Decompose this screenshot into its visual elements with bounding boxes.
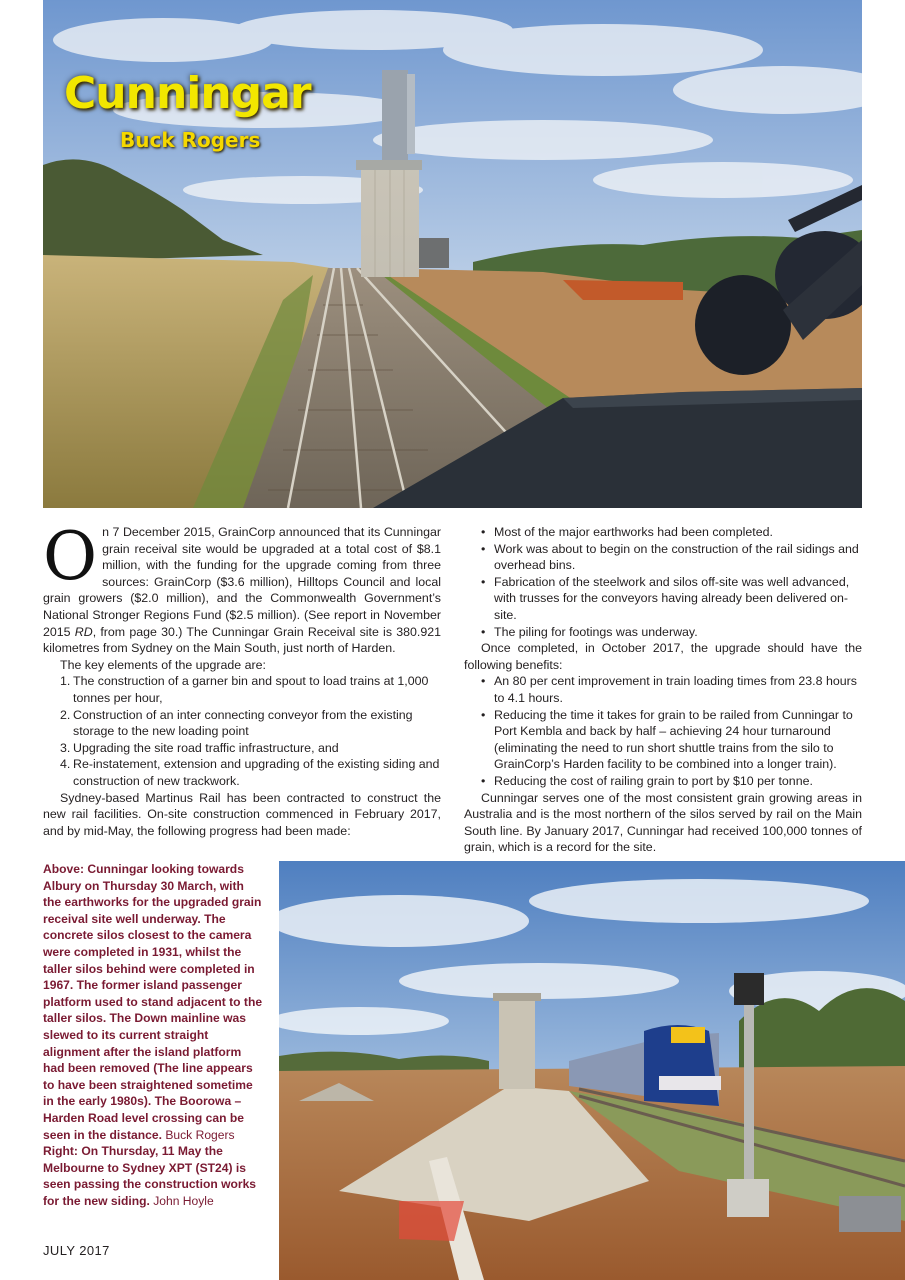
list-item: • Work was about to begin on the construction of the rail sidings and overhead bins. (481, 541, 859, 573)
caption-right-text: On Thursday, 11 May the Melbourne to Sydney XPT (ST24) is seen passing the construction works for the new siding. (43, 1144, 257, 1208)
list-item: • Fabrication of the steelwork and silos off-site was well advanced, with trusses for the conveyors having already been delivered on-site. (481, 574, 850, 622)
issue-date-folio: JULY 2017 (43, 1243, 110, 1258)
closing-paragraph: Cunningar serves one of the most consistent grain growing areas in Australia and is the most northern of the silos served by rail on the Main South line. By January 2017, Cunningar had received 100,000 tonnes of grain, which is a record for the site. (464, 790, 862, 855)
list-item: • Reducing the cost of railing grain to port by $10 per tonne. (481, 773, 813, 788)
upgrade-elements-list (43, 673, 441, 789)
drop-cap: O (43, 518, 98, 595)
list-item: 2. Construction of an inter connecting conveyor from the existing storage to the new loading point (60, 707, 413, 739)
caption-above-text: Cunningar looking towards Albury on Thursday 30 March, with the earthworks for the upgraded grain receival site well underway. The concrete silos closest to the camera were completed in 1931, whilst the taller silos behind were completed in 1967. The former island passenger platform used to stand adjacent to the taller silos. The Down mainline was slewed to its current straight alignment after the island platform had been removed (The line appears to have been straightened sometime in the early 1980s). The Boorowa – Harden Road level crossing can be seen in the distance. (43, 862, 263, 1142)
xpt-construction-photo (279, 861, 905, 1280)
list-item: • Reducing the time it takes for grain to be railed from Cunningar to Port Kembla and back by half – achieving 24 hour turnaround (eliminating the need to run short shuttle trains from the silo to GrainCorp’s Harden facility to be combined into a longer train). (481, 707, 853, 772)
caption-right-credit: John Hoyle (153, 1193, 214, 1208)
article-column-2 (464, 524, 862, 856)
photo-captions (43, 861, 265, 1209)
list-item: 3. Upgrading the site road traffic infrastructure, and (60, 740, 339, 755)
list-item: 1. The construction of a garner bin and spout to load trains at 1,000 tonnes per hour, (60, 674, 429, 705)
caption-above-credit: Buck Rogers (165, 1127, 235, 1142)
progress-list (464, 524, 862, 640)
list-item: • Most of the major earthworks had been completed. (481, 525, 773, 539)
key-elements-lead: The key elements of the upgrade are: (60, 657, 266, 672)
list-item: 4. Re-instatement, extension and upgrading of the existing siding and construction of new trackwork. (60, 757, 440, 788)
intro-paragraph: On 7 December 2015, GrainCorp announced that its Cunningar grain receival site would be upgraded at a total cost of $8.1 million, with the funding for the upgrade coming from three sources: GrainCorp ($3.6 million), Hilltops Council and local grain growers ($2.0 million), and the Commonwealth Government’s National Stronger Regions Fund ($2.5 million). (See report in November 2015 RD, from page 30.) The Cunningar Grain Receival site is 380.921 kilometres from Sydney on the Main South, just north of Harden. (43, 518, 442, 656)
article-byline: Buck Rogers (120, 128, 261, 152)
benefits-lead: Once completed, in October 2017, the upgrade should have the following benefits: (464, 641, 862, 672)
benefits-list (464, 673, 862, 789)
caption-right-label: Right: (43, 1144, 78, 1159)
contractor-paragraph: Sydney-based Martinus Rail has been contracted to construct the new rail facilities. On-site construction commenced in February 2017, and by mid-May, the following progress had been made: (43, 790, 441, 838)
list-item: • An 80 per cent improvement in train loading times from 23.8 hours to 4.1 hours. (481, 674, 857, 705)
article-column-1 (43, 518, 442, 839)
caption-above-label: Above: (43, 862, 84, 876)
list-item: • The piling for footings was underway. (481, 624, 698, 639)
article-headline: Cunningar (64, 68, 311, 119)
